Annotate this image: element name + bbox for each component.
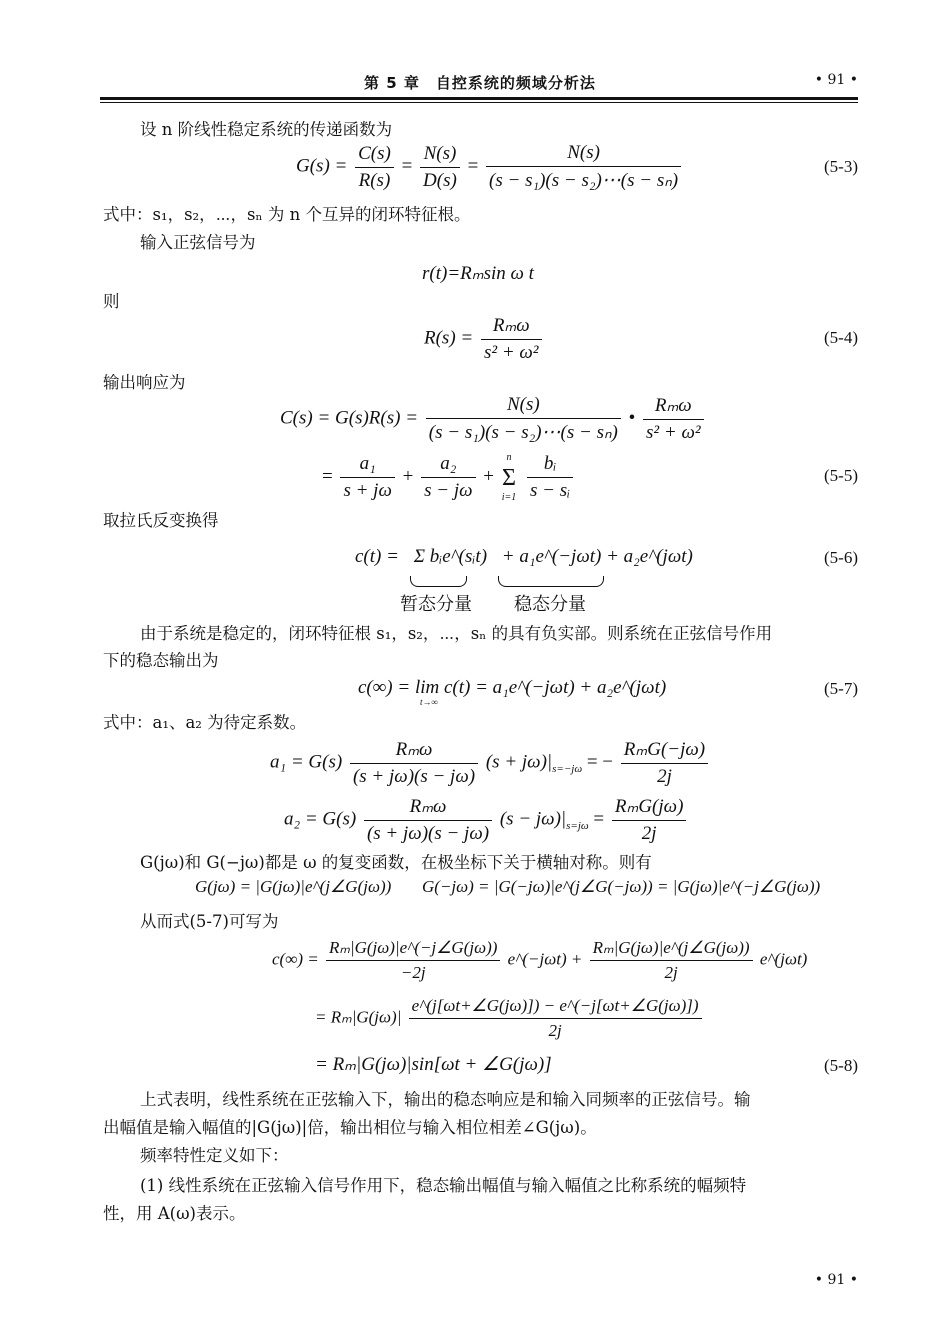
transient-brace: [410, 576, 467, 587]
transient-label: 暂态分量: [400, 594, 472, 615]
equation-5-4: R(s) = $\frac{\text{Rₘω}}{\text{s² + ω²}}$: [424, 314, 545, 364]
paragraph-input: 输入正弦信号为: [140, 233, 256, 252]
equation-polar-1: G(jω) = |G(jω)|e^(j∠G(jω)): [195, 877, 392, 896]
chapter-header: 第 5 章 自控系统的频域分析法: [364, 74, 596, 92]
header-rule-thin: [100, 102, 858, 103]
equation-number-5-6: (5-6): [824, 548, 858, 567]
eq55-frac2: $\frac{\text{Rₘω}}{\text{s² + ω²}}$: [643, 394, 704, 444]
equation-5-8-line2: = Rₘ|G(jω)| $\frac{e\^{}(j[\omega t+\angle G(j\omega)]) - e\^{}(-j[\omega t+\angle G(j\omega)])}{2j}$: [315, 996, 705, 1041]
equation-5-8-line1: c(∞) = $\frac{\text{Rₘ|G(jω)|e\textasciicircum{}(−j∠G(jω))}}{-2j}$ e^(−jωt) + $\frac{\text{Rₘ|G(jω)|e\textasciicircum{}(j∠G(jω))}}{2j}$ e^(jωt): [272, 938, 808, 982]
header-rule-thick: [100, 97, 858, 100]
eq53-frac3: $\frac{N(s)}{\text{(s − s₁)(s − s₂)⋯(s − sₙ)}}$: [486, 142, 681, 192]
equation-number-5-5: (5-5): [824, 466, 858, 485]
paragraph-stable-1: 由于系统是稳定的，闭环特征根 s₁，s₂，⋯，sₙ 的具有负实部。则系统在正弦信号作用: [140, 624, 773, 643]
paragraph-amplitude-2: 性，用 A(ω)表示。: [103, 1204, 246, 1223]
paragraph-conclusion-1: 上式表明，线性系统在正弦输入下，输出的稳态响应是和输入同频率的正弦信号。输: [140, 1090, 751, 1109]
header-page-number: • 91 •: [814, 72, 858, 88]
equation-5-6: c(t) = Σ bᵢe^(sᵢt) + a₁e^(−jωt) + a₂e^(jωt): [355, 546, 693, 567]
paragraph-then: 则: [103, 292, 120, 311]
steady-brace: [498, 576, 604, 587]
equation-5-3: G(s) = $\frac{C(s)}{R(s)}$ = $\frac{N(s)}{D(s)}$ = $\frac{N(s)}{\text{(s − s₁)(s − s₂)⋯(s − sₙ)}}$: [296, 142, 684, 192]
paragraph-coefficients: 式中：a₁、a₂ 为待定系数。: [103, 713, 307, 732]
equation-5-7: c(∞) = lim c(t) = a₁e^(−jωt) + a₂e^(jωt): [358, 677, 667, 698]
equation-polar-2: G(−jω) = |G(−jω)|e^(j∠G(−jω)) = |G(jω)|e^(−j∠G(jω)): [422, 877, 821, 896]
equation-number-5-7: (5-7): [824, 679, 858, 698]
equation-5-5-line1: C(s) = G(s)R(s) = $\frac{N(s)}{\text{(s − s₁)(s − s₂)⋯(s − sₙ)}}$ • $\frac{\text{Rₘω}}{\text{s² + ω²}}$: [280, 394, 707, 444]
eq54-frac: $\frac{\text{Rₘω}}{\text{s² + ω²}}$: [481, 314, 542, 364]
eq55-sum: n Σ i=1: [501, 452, 517, 503]
equation-a2: a₂ = G(s) $\frac{\text{Rₘω}}{(s + j\omega)(s - j\omega)}$ $(s - j\omega)|_{s=j\omega}$ = $\frac{\text{RₘG(jω)}}{2j}$: [284, 795, 689, 845]
paragraph-definition: 频率特性定义如下：: [140, 1146, 289, 1165]
paragraph-output: 输出响应为: [103, 373, 186, 392]
paragraph-conclusion-2: 出幅值是输入幅值的|G(jω)|倍，输出相位与输入相位相差∠G(jω)。: [103, 1118, 597, 1137]
paragraph-amplitude-1: (1) 线性系统在正弦输入信号作用下，稳态输出幅值与输入幅值之比称系统的幅频特: [140, 1176, 747, 1195]
equation-number-5-3: (5-3): [824, 157, 858, 176]
steady-label: 稳态分量: [514, 594, 586, 615]
paragraph-rewrite: 从而式(5-7)可写为: [140, 912, 279, 931]
paragraph-laplace: 取拉氏反变换得: [103, 511, 219, 530]
paragraph-roots: 式中：s₁，s₂，⋯，sₙ 为 n 个互异的闭环特征根。: [103, 205, 471, 224]
footer-page-number: • 91 •: [814, 1272, 858, 1288]
equation-number-5-4: (5-4): [824, 328, 858, 347]
eq53-lhs: G(s) =: [296, 155, 348, 177]
eq55-frac1: $\frac{N(s)}{\text{(s − s₁)(s − s₂)⋯(s − sₙ)}}$: [426, 394, 621, 444]
paragraph-complex: G(jω)和 G(−jω)都是 ω 的复变函数，在极坐标下关于横轴对称。则有: [140, 853, 652, 872]
eq53-frac2: $\frac{N(s)}{D(s)}$: [420, 143, 460, 192]
equation-5-5-line2: = $\frac{\text{a₁}}{s + j\omega}$ + $\frac{\text{a₂}}{s - j\omega}$ + n Σ i=1 $\frac{\text{bᵢ}}{\text{s − sᵢ}}$: [322, 452, 576, 503]
eq53-frac1: $\frac{C(s)}{R(s)}$: [355, 143, 394, 192]
paragraph-intro: 设 n 阶线性稳定系统的传递函数为: [140, 120, 393, 139]
eq57-limit-sub: t→∞: [420, 697, 438, 707]
equation-5-8-line3: = Rₘ|G(jω)|sin[ωt + ∠G(jω)]: [315, 1054, 552, 1075]
equation-number-5-8: (5-8): [824, 1056, 858, 1075]
paragraph-stable-2: 下的稳态输出为: [103, 651, 219, 670]
equation-input-signal: r(t)=Rₘsin ω t: [422, 263, 534, 284]
equation-a1: a₁ = G(s) $\frac{\text{Rₘω}}{(s + j\omega)(s - j\omega)}$ $(s + j\omega)|_{s=-j\omega}$ = − $\frac{\text{RₘG(−jω)}}{2j}$: [270, 738, 711, 788]
